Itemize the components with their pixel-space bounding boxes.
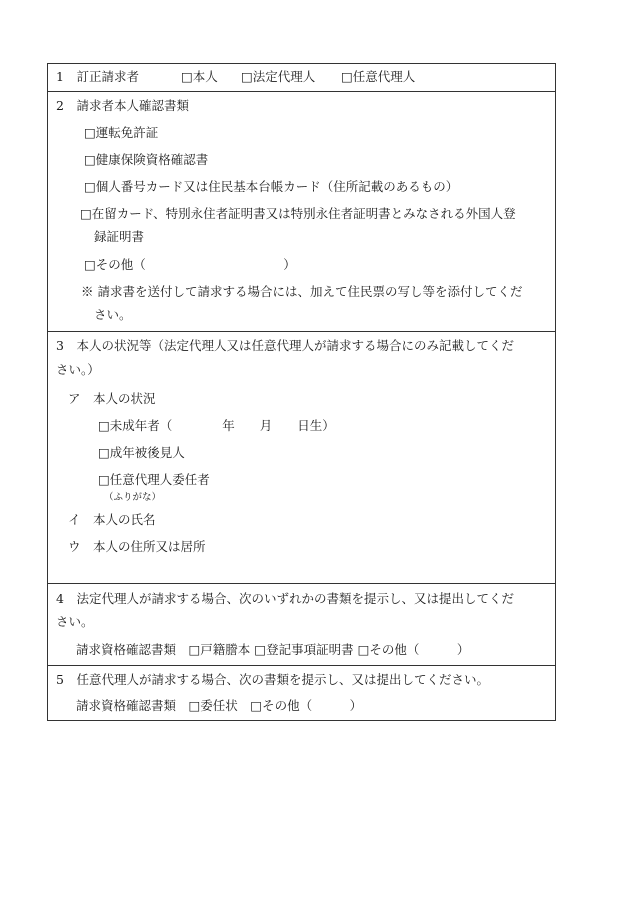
principal-address-label: ウ 本人の住所又は居所: [68, 539, 206, 554]
residence-card-continued: 録証明書: [94, 229, 145, 244]
checkbox-adult-ward[interactable]: □成年被後見人: [98, 445, 185, 460]
legal-agent-docs-options[interactable]: 請求資格確認書類 □戸籍謄本 □登記事項証明書 □その他（ ）: [76, 642, 470, 657]
checkbox-voluntary-principal[interactable]: □任意代理人委任者: [98, 472, 210, 487]
status-heading-continued: さい。）: [56, 362, 100, 377]
checkbox-my-number-card[interactable]: □個人番号カード又は住民基本台帳カード（住所記載のあるもの）: [84, 179, 459, 194]
status-heading: 3 本人の状況等（法定代理人又は任意代理人が請求する場合にのみ記載してくだ: [56, 338, 514, 353]
section-requester: [48, 64, 555, 91]
checkbox-self[interactable]: □本人: [181, 69, 218, 84]
section-identity-documents: [48, 91, 555, 331]
checkbox-legal-agent[interactable]: □法定代理人: [241, 69, 316, 84]
section-legal-agent-documents: [48, 583, 555, 665]
legal-agent-instruction: 4 法定代理人が請求する場合、次のいずれかの書類を提示し、又は提出してくだ: [56, 591, 514, 606]
checkbox-voluntary-agent[interactable]: □任意代理人: [341, 69, 416, 84]
request-form-table: [47, 63, 556, 721]
section-voluntary-agent-documents: [48, 665, 555, 720]
principal-status-label: ア 本人の状況: [68, 391, 156, 406]
furigana-label: （ふりがな）: [104, 492, 162, 503]
checkbox-drivers-license[interactable]: □運転免許証: [84, 125, 159, 140]
mail-note: ※ 請求書を送付して請求する場合には、加えて住民票の写し等を添付してくだ: [81, 284, 523, 299]
legal-agent-instruction-continued: さい。: [56, 614, 94, 629]
identity-docs-label: 2 請求者本人確認書類: [56, 98, 189, 113]
checkbox-minor[interactable]: □未成年者（ 年 月 日生）: [98, 418, 335, 433]
checkbox-health-insurance[interactable]: □健康保険資格確認書: [84, 152, 209, 167]
voluntary-agent-instruction: 5 任意代理人が請求する場合、次の書類を提示し、又は提出してください。: [56, 672, 489, 687]
checkbox-residence-card[interactable]: □在留カード、特別永住者証明書又は特別永住者証明書とみなされる外国人登: [80, 206, 516, 221]
checkbox-other-id[interactable]: □その他（ ）: [84, 257, 296, 272]
section-principal-status: [48, 331, 555, 583]
principal-name-label: イ 本人の氏名: [68, 512, 156, 527]
voluntary-agent-docs-options[interactable]: 請求資格確認書類 □委任状 □その他（ ）: [76, 698, 363, 713]
requester-label: 1 訂正請求者: [56, 69, 139, 84]
mail-note-continued: さい。: [94, 307, 132, 322]
